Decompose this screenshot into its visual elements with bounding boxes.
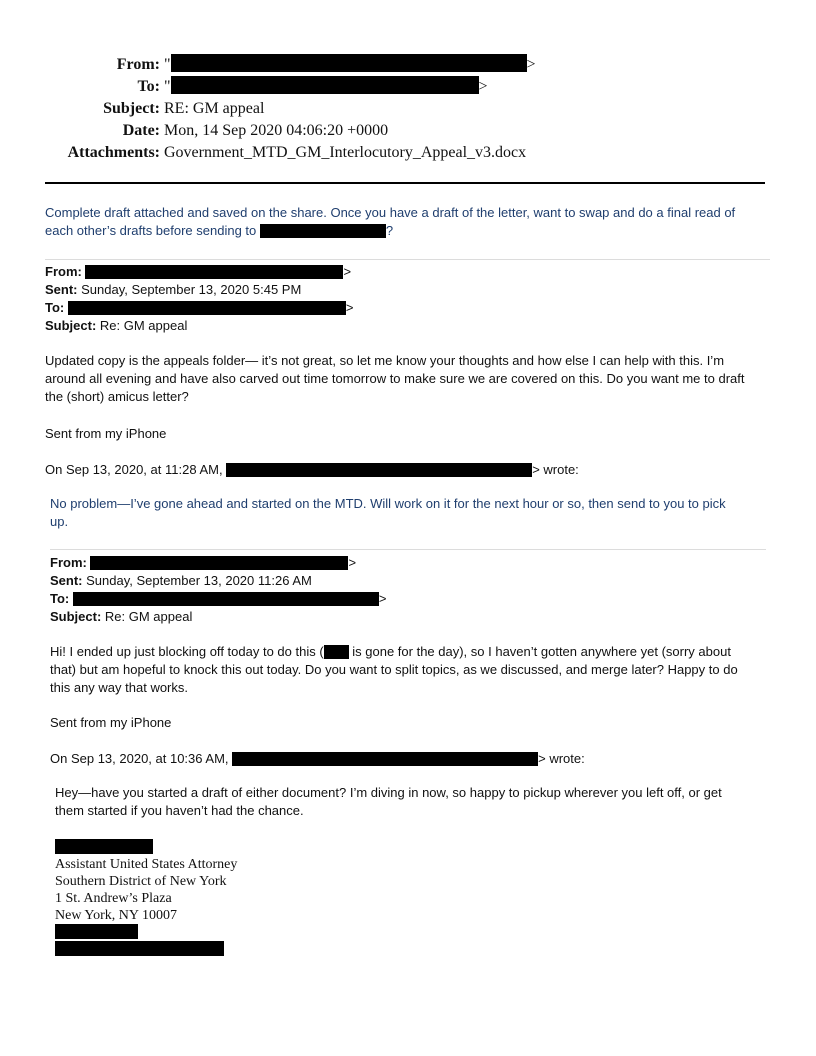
header-date-row xyxy=(0,120,816,142)
redaction-box xyxy=(68,301,346,315)
msg1-meta: From: > Sent: Sunday, September 13, 2020 5:45 PM To: > Subject: Re: GM appeal xyxy=(45,264,354,333)
redaction-box xyxy=(226,463,532,477)
date-label: Date: xyxy=(122,122,160,139)
redaction-box xyxy=(55,839,153,854)
header-to-row xyxy=(0,76,816,98)
msg1-signature: Sent from my iPhone xyxy=(45,426,167,441)
header-attachments-row xyxy=(0,142,816,164)
redaction-box xyxy=(73,592,379,606)
redaction-box xyxy=(260,224,386,238)
header-divider xyxy=(45,182,765,184)
msg2-signature: Sent from my iPhone xyxy=(50,715,172,730)
to-label: To: xyxy=(137,78,160,95)
redaction-box xyxy=(55,941,224,956)
redaction-box xyxy=(232,752,538,766)
msg1-wrote-line: On Sep 13, 2020, at 11:28 AM, > wrote: xyxy=(45,462,579,477)
email-header xyxy=(0,54,816,164)
message-divider xyxy=(45,259,770,260)
message-divider xyxy=(50,549,766,550)
msg2-body: Hi! I ended up just blocking off today to do this ( is gone for the day), so I haven’t gotten anywhere yet (sorry about that) but am hopeful to knock this out today. Do you want to split topics, as we discussed, and merge later? Happy to do this any way that works. xyxy=(50,644,738,695)
top-reply-body: Complete draft attached and saved on the share. Once you have a draft of the letter, want to swap and do a final read of each other’s drafts before sending to ? xyxy=(45,205,736,238)
from-value: " > xyxy=(164,56,536,73)
to-value: " > xyxy=(164,78,488,95)
msg2-meta: From: > Sent: Sunday, September 13, 2020 11:26 AM To: > Subject: Re: GM appeal xyxy=(50,555,387,624)
attachments-label: Attachments: xyxy=(67,144,160,161)
subject-value: RE: GM appeal xyxy=(164,100,265,117)
quote2-body: Hey—have you started a draft of either document? I’m diving in now, so happy to pickup wherever you left off, or get them started if you haven’t had the chance. xyxy=(55,785,722,818)
msg2-wrote-line: On Sep 13, 2020, at 10:36 AM, > wrote: xyxy=(50,751,585,766)
redaction-box xyxy=(171,54,527,72)
header-subject-row xyxy=(0,98,816,120)
redaction-box xyxy=(90,556,348,570)
quote1-body: No problem—I’ve gone ahead and started on the MTD. Will work on it for the next hour or so, then send to you to pick up. xyxy=(50,496,726,529)
attachment-filename[interactable]: Government_MTD_GM_Interlocutory_Appeal_v3.docx xyxy=(164,144,527,161)
header-from-row xyxy=(0,54,816,76)
redaction-box xyxy=(171,76,479,94)
redaction-box xyxy=(85,265,343,279)
redaction-box xyxy=(55,924,138,939)
date-value: Mon, 14 Sep 2020 04:06:20 +0000 xyxy=(164,122,389,139)
msg1-body: Updated copy is the appeals folder— it’s not great, so let me know your thoughts and how else I can help with this. I’m around all evening and have also carved out time tomorrow to make sure we are covered on this. Do you want me to draft the (short) amicus letter? xyxy=(45,353,745,404)
subject-label: Subject: xyxy=(103,100,160,117)
from-label: From: xyxy=(116,56,160,73)
signature-block: Assistant United States Attorney Southern District of New York 1 St. Andrew’s Plaza New York, NY 10007 xyxy=(55,857,238,923)
redaction-box xyxy=(324,645,349,659)
